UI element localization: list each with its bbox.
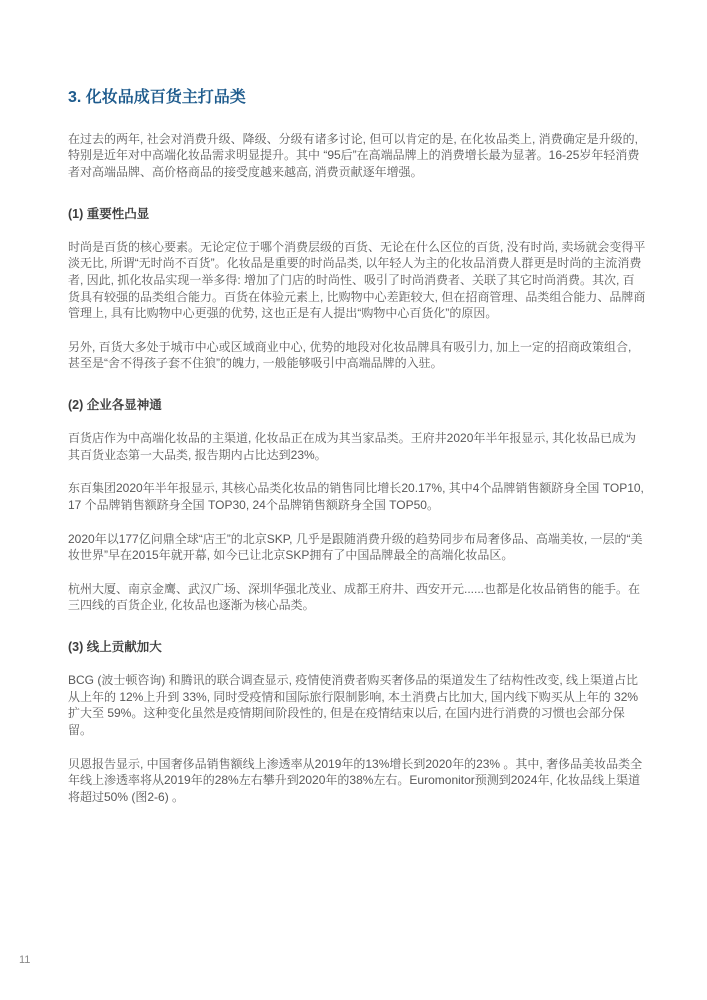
paragraph: 贝恩报告显示, 中国奢侈品销售额线上渗透率从2019年的13%增长到2020年的23% 。其中, 奢侈品美妆品类全年线上渗透率将从2019年的28%左右攀升到2020年的38%左右。Euromonitor预测到2024年, 化妆品线上渠道将超过50% (图2-6) 。 [68, 756, 643, 804]
paragraph: 杭州大厦、南京金鹰、武汉广场、深圳华强北茂业、成都王府井、西安开元......也都是化妆品销售的能手。在三四线的百货企业, 化妆品也逐渐为核心品类。 [68, 581, 641, 613]
paragraph: 百货店作为中高端化妆品的主渠道, 化妆品正在成为其当家品类。王府井2020年半年报显示, 其化妆品已成为其百货业态第一大品类, 报告期内占比达到23%。 [68, 431, 637, 462]
paragraph: BCG (波士顿咨询) 和腾讯的联合调查显示, 疫情使消费者购买奢侈品的渠道发生了结构性改变, 线上渠道占比从上年的 12%上升到 33%, 同时受疫情和国际旅行限制影响, 本土消费占比加大, 国内线下购买从上年的 32%扩大至 59%。这种变化虽然是疫情期间阶段性的, 但是在疫情结束以后, 在国内进行消费的习惯也会部分保留。 [68, 673, 639, 738]
intro-paragraph: 在过去的两年, 社会对消费升级、降级、分级有诸多讨论, 但可以肯定的是, 在化妆品类上, 消费确定是升级的, 特别是近年对中高端化妆品需求明显提升。其中 “95后”在高端品牌上的消费增长最为显著。16-25岁年轻消费者对高端品牌、高价格商品的接受度越来越高, 消费贡献逐年增强。 [68, 131, 642, 179]
section-heading-online: (3) 线上贡献加大 [68, 639, 162, 654]
section-heading-importance: (1) 重要性凸显 [68, 206, 150, 221]
paragraph: 东百集团2020年半年报显示, 其核心品类化妆品的销售同比增长20.17%, 其中4个品牌销售额跻身全国 TOP10, 17 个品牌销售额跻身全国 TOP30, 24个品牌销售额跻身全国 TOP50。 [68, 481, 654, 513]
document-content [68, 88, 654, 822]
paragraph: 另外, 百货大多处于城市中心或区域商业中心, 优势的地段对化妆品牌具有吸引力, 加上一定的招商政策组合, 甚至是“舍不得孩子套不住狼”的魄力, 一般能够吸引中高端品牌的入驻。 [68, 339, 635, 371]
paragraph: 时尚是百货的核心要素。无论定位于哪个消费层级的百货、无论在什么区位的百货, 没有时尚, 卖场就会变得平淡无比, 所谓“无时尚不百货”。化妆品是重要的时尚品类, 以年轻人为主的化妆品消费人群更是时尚的主流消费者, 因此, 抓化妆品实现一举多得: 增加了门店的时尚性、吸引了时尚消费者、关联了其它时尚消费。其次, 百货具有较强的品类组合能力。百货在体验元素上, 比购物中心差距较大, 但在招商管理、品类组合能力、品牌商管理上, 具有比购物中心更强的优势, 这也正是有人提出“购物中心百货化”的原因。 [68, 239, 646, 321]
paragraph: 2020年以177亿问鼎全球“店王”的北京SKP, 几乎是跟随消费升级的趋势同步布局奢侈品、高端美妆, 一层的“美妆世界”早在2015年就开幕, 如今已让北京SKP拥有了中国品牌最全的高端化妆品区。 [68, 531, 643, 563]
page-title: 3. 化妆品成百货主打品类 [68, 89, 246, 106]
page-number: 11 [19, 954, 31, 966]
section-heading-enterprises: (2) 企业各显神通 [68, 397, 162, 412]
